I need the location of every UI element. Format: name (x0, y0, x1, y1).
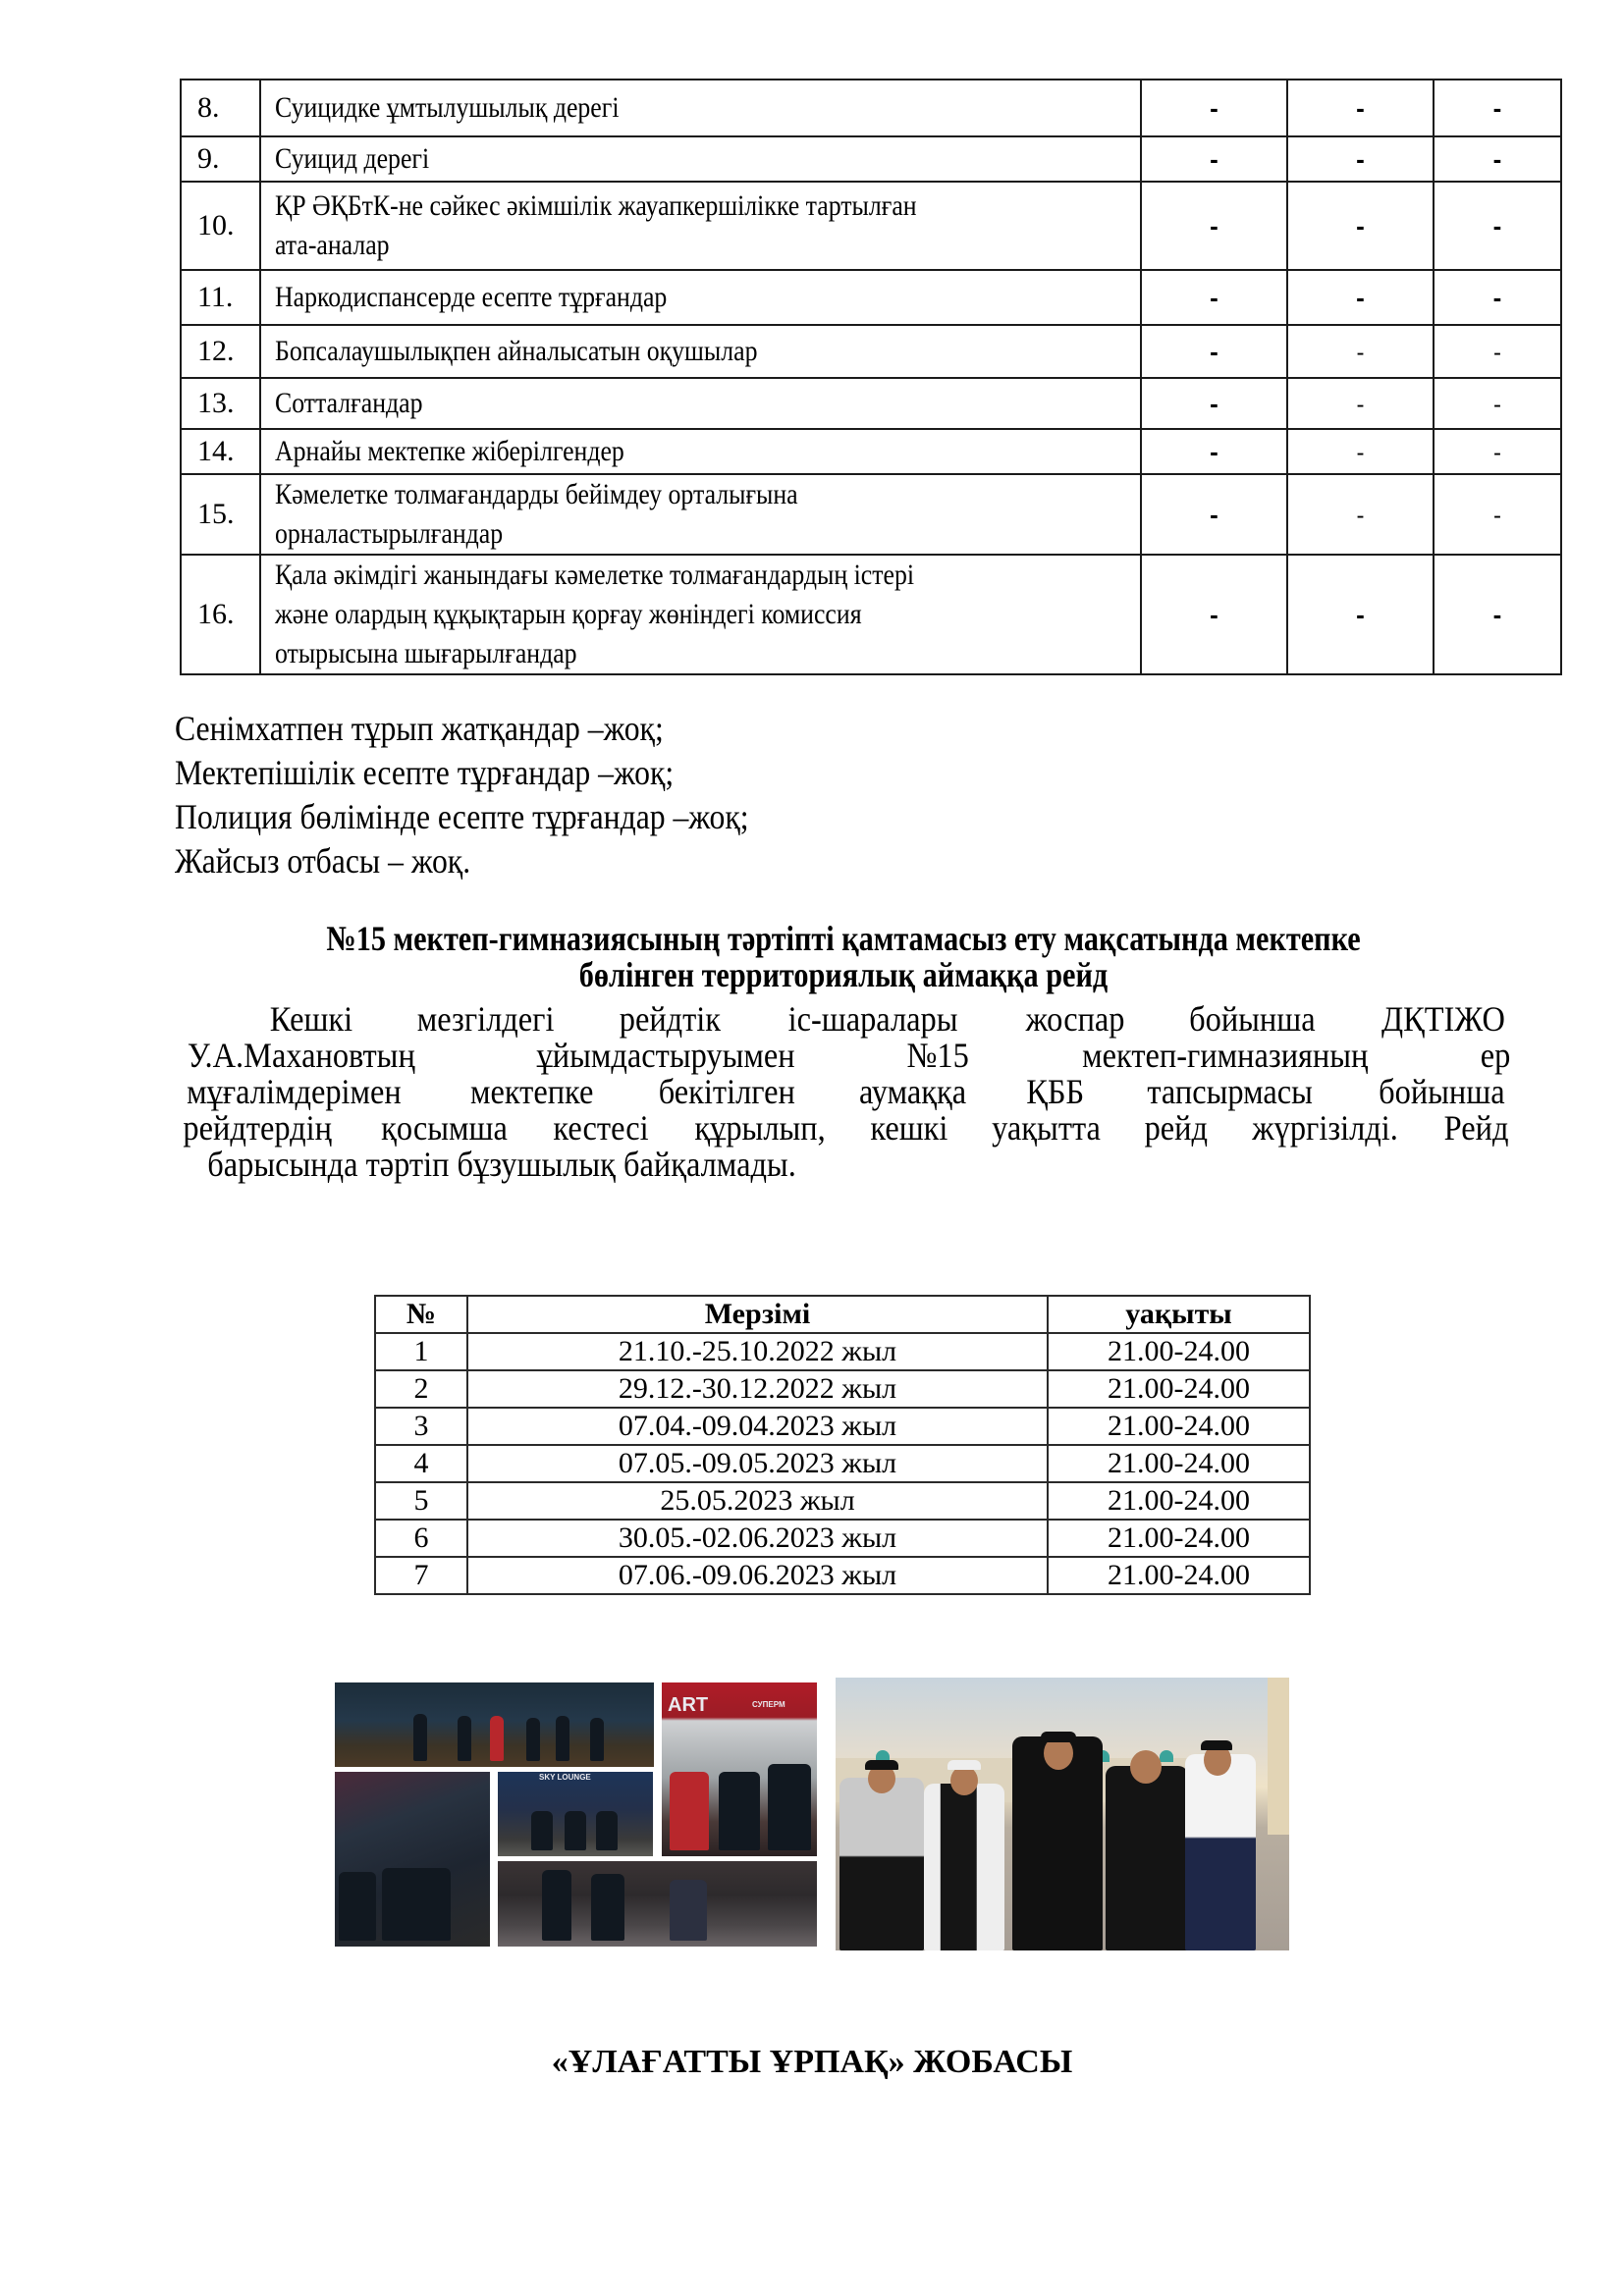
schedule-num: 3 (375, 1408, 467, 1445)
schedule-num: 2 (375, 1370, 467, 1408)
row-category (260, 474, 1141, 555)
paragraph-word: ер (1480, 1036, 1511, 1075)
row-value: - (1356, 340, 1365, 366)
schedule-time: 21.00-24.00 (1048, 1370, 1310, 1408)
row-category (260, 555, 1141, 674)
schedule-time: 21.00-24.00 (1048, 1557, 1310, 1594)
row-value: - (1210, 600, 1218, 629)
schedule-row (375, 1408, 1310, 1445)
row-category (260, 378, 1141, 429)
schedule-time: 21.00-24.00 (1048, 1408, 1310, 1445)
row-number: 11. (181, 270, 260, 325)
row-number: 15. (181, 474, 260, 555)
row-value: - (1492, 283, 1502, 312)
row-value-cell (1434, 325, 1561, 378)
row-value-cell (1141, 429, 1287, 474)
row-value: - (1356, 144, 1365, 174)
paragraph-word: тапсырмасы (1146, 1072, 1313, 1111)
status-list (175, 707, 827, 883)
table-row (181, 378, 1561, 429)
row-value-cell (1434, 182, 1561, 270)
schedule-date: 29.12.-30.12.2022 жыл (467, 1370, 1048, 1408)
person (924, 1784, 1004, 1950)
row-value: - (1356, 392, 1365, 418)
row-value-cell (1434, 378, 1561, 429)
table-row (181, 474, 1561, 555)
row-value-cell (1141, 80, 1287, 136)
night-raid-photo-collage (335, 1682, 817, 1947)
paragraph-line (175, 1038, 1512, 1074)
paragraph-word: Рейд (1443, 1108, 1509, 1148)
row-value-cell (1287, 555, 1434, 674)
paragraph-word: құрылып, (694, 1108, 826, 1148)
paragraph-line (175, 1110, 1512, 1147)
row-value-cell (1141, 378, 1287, 429)
row-value: - (1210, 337, 1218, 366)
category-text-line: орналастырылғандар (275, 517, 504, 550)
person (1185, 1754, 1256, 1950)
row-value: - (1493, 340, 1501, 366)
category-text-line: Арнайы мектепке жіберілгендер (275, 435, 624, 467)
schedule-time: 21.00-24.00 (1048, 1445, 1310, 1482)
schedule-row (375, 1370, 1310, 1408)
raid-schedule-table (374, 1295, 1311, 1595)
row-value-cell (1141, 325, 1287, 378)
store-sign: ART (668, 1694, 709, 1716)
schedule-time: 21.00-24.00 (1048, 1333, 1310, 1370)
statistics-table (180, 79, 1562, 675)
row-value-cell (1287, 80, 1434, 136)
paragraph-word: рейд (1144, 1108, 1208, 1148)
table-row (181, 325, 1561, 378)
row-category (260, 270, 1141, 325)
table-row (181, 270, 1561, 325)
raid-photo (335, 1682, 654, 1767)
row-value-cell (1434, 474, 1561, 555)
schedule-num: 1 (375, 1333, 467, 1370)
schedule-num: 4 (375, 1445, 467, 1482)
row-value-cell (1141, 555, 1287, 674)
row-category (260, 429, 1141, 474)
status-line: Полиция бөлімінде есепте тұрғандар –жоқ; (175, 797, 749, 836)
row-value: - (1492, 211, 1502, 240)
paragraph-word: кешкі (870, 1108, 948, 1148)
row-value: - (1493, 392, 1501, 418)
row-value-cell (1287, 378, 1434, 429)
row-value: - (1210, 437, 1218, 466)
paragraph-line (175, 1147, 1512, 1183)
row-value: - (1210, 500, 1218, 529)
row-number: 13. (181, 378, 260, 429)
row-value-cell (1287, 182, 1434, 270)
row-value-cell (1141, 182, 1287, 270)
row-value-cell (1287, 474, 1434, 555)
group-photo (836, 1678, 1289, 1950)
row-number: 10. (181, 182, 260, 270)
row-value: - (1356, 503, 1365, 529)
schedule-date: 25.05.2023 жыл (467, 1482, 1048, 1520)
paragraph-word: ДҚТІЖО (1381, 999, 1505, 1039)
category-text-line: Кәмелетке толмағандарды бейімдеу орталығына (275, 478, 798, 510)
header-date: Мерзімі (467, 1296, 1048, 1333)
schedule-row (375, 1520, 1310, 1557)
person (839, 1778, 924, 1950)
paragraph-word: жүргізілді. (1252, 1108, 1399, 1148)
header-number: № (375, 1296, 467, 1333)
category-text-line: ата-аналар (275, 229, 390, 261)
table-row (181, 136, 1561, 182)
paragraph-word: мектепке (470, 1072, 594, 1111)
paragraph-word: жоспар (1025, 999, 1125, 1039)
row-value-cell (1287, 325, 1434, 378)
raid-photo (498, 1861, 817, 1947)
row-value: - (1493, 503, 1501, 529)
schedule-num: 5 (375, 1482, 467, 1520)
category-text-line: Сотталғандар (275, 387, 423, 419)
paragraph-word: У.А.Махановтың (187, 1036, 415, 1075)
raid-photo (498, 1772, 653, 1856)
row-value-cell (1434, 270, 1561, 325)
row-value: - (1492, 600, 1502, 629)
paragraph-word: рейдтердің (183, 1108, 332, 1148)
category-text-line: ҚР ӘҚБтК-не сәйкес әкімшілік жауапкершілікке тартылған (275, 189, 917, 222)
paragraph-word: рейдтік (620, 999, 722, 1039)
paragraph-word: уақытта (992, 1108, 1102, 1148)
paragraph-line (175, 1074, 1512, 1110)
raid-photo (662, 1682, 817, 1856)
paragraph-word: кестесі (553, 1108, 649, 1148)
schedule-date: 21.10.-25.10.2022 жыл (467, 1333, 1048, 1370)
schedule-num: 7 (375, 1557, 467, 1594)
row-value-cell (1434, 429, 1561, 474)
row-value: - (1356, 93, 1365, 123)
schedule-time: 21.00-24.00 (1048, 1520, 1310, 1557)
category-text-line: Наркодиспансерде есепте тұрғандар (275, 281, 668, 313)
header-time: уақыты (1048, 1296, 1310, 1333)
paragraph-line (175, 1001, 1512, 1038)
status-line: Жайсыз отбасы – жоқ. (175, 841, 471, 881)
paragraph-word: бекітілген (658, 1072, 795, 1111)
row-value-cell (1287, 429, 1434, 474)
section-heading-line: №15 мектеп-гимназиясының тәртіпті қамтамасыз ету мақсатында мектепке (326, 919, 1361, 958)
paragraph-word: бойынша (1189, 999, 1316, 1039)
table-row (181, 80, 1561, 136)
row-value-cell (1287, 136, 1434, 182)
row-value: - (1210, 389, 1218, 418)
section-heading-line: бөлінген территориялық аймаққа рейд (578, 955, 1109, 994)
row-value: - (1356, 283, 1365, 312)
row-number: 8. (181, 80, 260, 136)
paragraph-word: қосымша (380, 1108, 508, 1148)
schedule-num: 6 (375, 1520, 467, 1557)
paragraph-word: ҚББ (1025, 1072, 1084, 1111)
row-value: - (1492, 93, 1502, 123)
paragraph-word: мұғалімдерімен (187, 1072, 402, 1111)
category-text-line: Суицид дерегі (275, 142, 430, 175)
schedule-header-row (375, 1296, 1310, 1333)
table-row (181, 429, 1561, 474)
schedule-row (375, 1445, 1310, 1482)
row-value-cell (1434, 80, 1561, 136)
row-number: 12. (181, 325, 260, 378)
schedule-date: 07.06.-09.06.2023 жыл (467, 1557, 1048, 1594)
row-value-cell (1141, 270, 1287, 325)
row-category (260, 136, 1141, 182)
row-value-cell (1434, 136, 1561, 182)
row-number: 9. (181, 136, 260, 182)
row-value: - (1356, 600, 1365, 629)
paragraph-word: аумаққа (859, 1072, 967, 1111)
row-value-cell (1434, 555, 1561, 674)
paragraph-word: бойынша (1379, 1072, 1505, 1111)
category-text-line: отырысына шығарылғандар (275, 637, 577, 669)
row-value: - (1210, 93, 1218, 123)
paragraph-word: Кешкі (269, 999, 353, 1039)
store-sign: СУПЕРМ (752, 1700, 785, 1709)
section-heading (175, 921, 1512, 993)
row-value: - (1210, 283, 1218, 312)
row-value: - (1492, 144, 1502, 174)
status-line: Сенімхатпен тұрып жатқандар –жоқ; (175, 709, 664, 748)
table-row (181, 555, 1561, 674)
row-value-cell (1287, 270, 1434, 325)
row-value: - (1356, 211, 1365, 240)
row-value: - (1210, 211, 1218, 240)
status-line: Мектепішілік есепте тұрғандар –жоқ; (175, 753, 675, 792)
category-text-line: Қала әкімдігі жанындағы кәмелетке толмағандардың істері (275, 559, 915, 591)
paragraph-word: іс-шаралары (788, 999, 958, 1039)
schedule-row (375, 1482, 1310, 1520)
schedule-date: 30.05.-02.06.2023 жыл (467, 1520, 1048, 1557)
row-value-cell (1141, 136, 1287, 182)
schedule-row (375, 1557, 1310, 1594)
paragraph-word: мезгілдегі (416, 999, 555, 1039)
project-heading: «ҰЛАҒАТТЫ ҰРПАҚ» ЖОБАСЫ (551, 2044, 1073, 2080)
row-value: - (1493, 440, 1501, 466)
paragraph-word: №15 (906, 1036, 969, 1075)
person (1106, 1766, 1188, 1950)
table-row (181, 182, 1561, 270)
schedule-time: 21.00-24.00 (1048, 1482, 1310, 1520)
category-text-line: Бопсалаушылықпен айналысатын оқушылар (275, 335, 758, 367)
row-value: - (1356, 440, 1365, 466)
paragraph-word: мектеп-гимназияның (1082, 1036, 1369, 1075)
category-text-line: Суицидке ұмтылушылық дерегі (275, 91, 620, 124)
raid-photo (335, 1772, 490, 1947)
paragraph-word: барысында тәртіп бұзушылық байқалмады. (207, 1145, 796, 1184)
row-number: 14. (181, 429, 260, 474)
row-value: - (1210, 144, 1218, 174)
row-category (260, 182, 1141, 270)
row-category (260, 80, 1141, 136)
lounge-sign: SKY LOUNGE (539, 1773, 591, 1782)
schedule-date: 07.05.-09.05.2023 жыл (467, 1445, 1048, 1482)
row-number: 16. (181, 555, 260, 674)
row-value-cell (1141, 474, 1287, 555)
row-category (260, 325, 1141, 378)
category-text-line: және олардың құқықтарын қорғау жөніндегі комиссия (275, 598, 862, 630)
schedule-date: 07.04.-09.04.2023 жыл (467, 1408, 1048, 1445)
schedule-row (375, 1333, 1310, 1370)
raid-description-paragraph (175, 1001, 1512, 1183)
paragraph-word: ұйымдастыруымен (536, 1036, 795, 1075)
